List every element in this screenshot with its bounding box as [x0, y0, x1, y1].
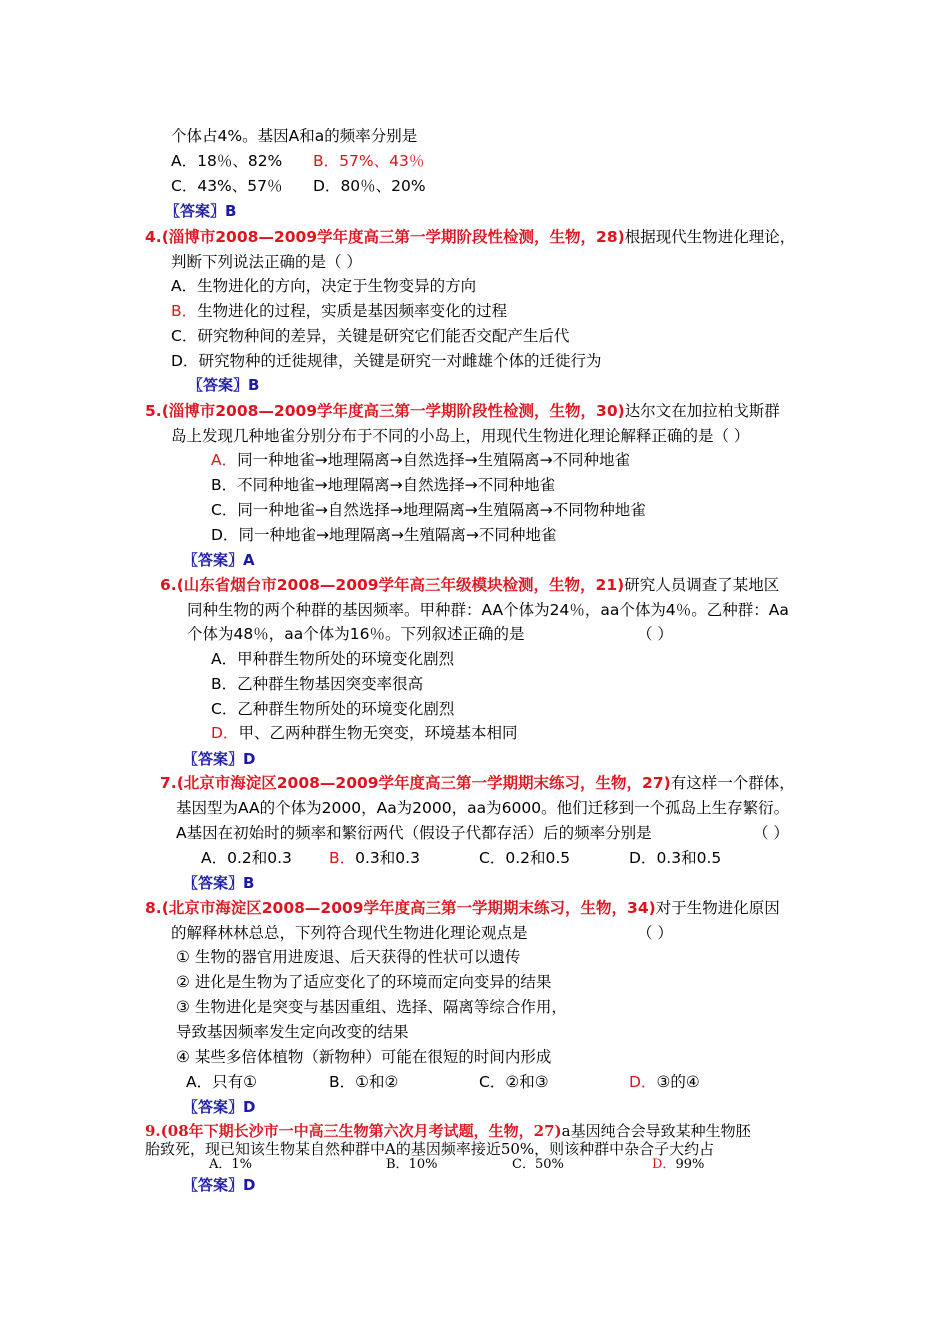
q8-item-3-cont: 导致基因频率发生定向改变的结果: [176, 1023, 409, 1041]
q8-header: 8.(北京市海淀区2008—2009学年度高三第一学期期末练习，生物，34)对于生物进化原因: [145, 899, 780, 917]
q8-stem-line2: 的解释林林总总，下列符合现代生物进化理论观点是: [171, 924, 528, 942]
q5-stem-line2: 岛上发现几种地雀分别分布于不同的小岛上，用现代生物进化理论解释正确的是（ ）: [171, 427, 750, 445]
q6-option-c: C．乙种群生物所处的环境变化剧烈: [211, 700, 455, 718]
q4-header: 4.(淄博市2008—2009学年度高三第一学期阶段性检测，生物，28)根据现代生物进化理论，: [145, 228, 796, 246]
q4-option-c: C．研究物种间的差异，关键是研究它们能否交配产生后代: [171, 327, 570, 345]
q7-option-c: C．0.2和0.5: [479, 849, 571, 867]
q8-item-3: ③ 生物进化是突变与基因重组、选择、隔离等综合作用，: [176, 998, 567, 1016]
q9-header: 9.(08年下期长沙市一中高三生物第六次月考试题，生物，27)a基因纯合会导致某种生物胚: [145, 1122, 751, 1140]
q3-stem: 个体占4%。基因A和a的频率分别是: [171, 127, 418, 145]
q3-option-b: B．57%、43％: [313, 152, 425, 170]
q4-answer: 〖答案〗B: [188, 376, 260, 394]
q8-option-b: B．①和②: [329, 1073, 399, 1091]
q6-header: 6.(山东省烟台市2008—2009学年高三年级模块检测，生物，21)研究人员调查了某地区: [160, 576, 780, 594]
q7-blank: （ ）: [753, 824, 789, 842]
q6-stem-line3: 个体为48％，aa个体为16％。下列叙述正确的是: [187, 625, 525, 643]
q9-answer: 〖答案〗D: [183, 1176, 256, 1194]
q9-option-d: D．99%: [652, 1157, 705, 1172]
q5-option-a: A．同一种地雀→地理隔离→自然选择→生殖隔离→不同种地雀: [211, 451, 631, 469]
q7-option-d: D．0.3和0.5: [629, 849, 722, 867]
q6-option-d: D．甲、乙两种群生物无突变，环境基本相同: [211, 724, 518, 742]
q7-stem-line3: A基因在初始时的频率和繁衍两代（假设子代都存活）后的频率分别是: [176, 824, 652, 842]
q9-option-a: A．1%: [209, 1157, 253, 1172]
q4-option-d: D．研究物种的迁徙规律，关键是研究一对雌雄个体的迁徙行为: [171, 352, 602, 370]
q5-header: 5.(淄博市2008—2009学年度高三第一学期阶段性检测，生物，30)达尔文在加拉柏戈斯群: [145, 402, 780, 420]
q8-answer: 〖答案〗D: [183, 1098, 256, 1116]
q5-option-b: B．不同种地雀→地理隔离→自然选择→不同种地雀: [211, 476, 556, 494]
q8-item-2: ② 进化是生物为了适应变化了的环境而定向变异的结果: [176, 973, 552, 991]
q7-option-a: A．0.2和0.3: [201, 849, 292, 867]
q9-stem-line2: 胎致死，现已知该生物某自然种群中A的基因频率接近50%，则该种群中杂合子大约占: [145, 1140, 715, 1158]
q4-option-b: B．生物进化的过程，实质是基因频率变化的过程: [171, 302, 508, 320]
q5-answer: 〖答案〗A: [183, 551, 255, 569]
q4-option-a: A．生物进化的方向，决定于生物变异的方向: [171, 277, 477, 295]
q3-option-d: D．80％、20%: [313, 177, 426, 195]
q6-answer: 〖答案〗D: [183, 750, 256, 768]
q7-answer: 〖答案〗B: [183, 874, 255, 892]
q8-blank: （ ）: [637, 924, 673, 942]
q6-option-b: B．乙种群生物基因突变率很高: [211, 675, 424, 693]
q3-option-c: C．43%、57％: [171, 177, 283, 195]
q8-option-a: A．只有①: [186, 1073, 258, 1091]
q7-header: 7.(北京市海淀区2008—2009学年度高三第一学期期末练习，生物，27)有这样一个群体，: [160, 774, 795, 792]
q8-option-d: D．③的④: [629, 1073, 700, 1091]
q7-option-b: B．0.3和0.3: [329, 849, 420, 867]
q5-option-c: C．同一种地雀→自然选择→地理隔离→生殖隔离→不同物种地雀: [211, 501, 646, 519]
q6-blank: （ ）: [637, 625, 673, 643]
q8-item-1: ① 生物的器官用进废退、后天获得的性状可以遗传: [176, 948, 521, 966]
q9-option-c: C．50%: [512, 1157, 564, 1172]
q6-stem-line2: 同种生物的两个种群的基因频率。甲种群：AA个体为24％，aa个体为4％。乙种群：Aa: [187, 601, 789, 619]
q5-option-d: D．同一种地雀→地理隔离→生殖隔离→不同种地雀: [211, 526, 557, 544]
q6-option-a: A．甲种群生物所处的环境变化剧烈: [211, 650, 455, 668]
q8-option-c: C．②和③: [479, 1073, 549, 1091]
q3-answer: 〖答案〗B: [165, 202, 237, 220]
q9-option-b: B．10%: [386, 1157, 438, 1172]
q3-option-a: A．18％、82%: [171, 152, 283, 170]
q7-stem-line2: 基因型为AA的个体为2000，Aa为2000，aa为6000。他们迁移到一个孤岛上生存繁衍。: [176, 799, 790, 817]
q4-stem-line2: 判断下列说法正确的是（ ）: [171, 253, 362, 271]
q8-item-4: ④ 某些多倍体植物（新物种）可能在很短的时间内形成: [176, 1048, 552, 1066]
